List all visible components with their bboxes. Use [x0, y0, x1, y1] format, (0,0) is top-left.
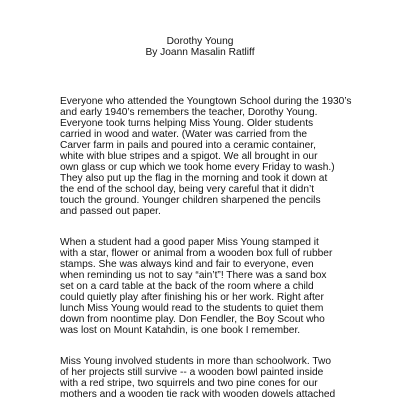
paragraph-line: down from noontime play. Don Fendler, the Boy Scout who [60, 314, 325, 325]
paragraph-line: could quietly play after finishing his or her work. Right after [60, 292, 324, 303]
document-byline: By Joann Masalin Ratliff [145, 47, 255, 58]
paragraph-line: Miss Young involved students in more than schoolwork. Two [60, 356, 332, 367]
paragraph-line: when reminding us not to say “ain’t”! There was a sand box [60, 270, 327, 281]
paragraph-line: When a student had a good paper Miss Young stamped it [60, 237, 319, 248]
paragraph-line: stamps. She was always kind and fair to everyone, even [60, 259, 314, 270]
paragraph-line: touch the ground. Younger children sharpened the pencils [60, 195, 321, 206]
paragraph-line: own glass or cup which we took home every Friday to wash.) [60, 162, 335, 173]
paragraph-line: mothers and a wooden tie rack with wooden dowels attached [60, 389, 336, 400]
paragraph-line: Everyone who attended the Youngtown School during the 1930’s [60, 96, 352, 107]
paragraph-line: with a red stripe, two squirrels and two pine cones for our [60, 378, 318, 389]
paragraph-line: and passed out paper. [60, 206, 161, 217]
paragraph-line: They also put up the flag in the morning and took it down at [60, 173, 328, 184]
paragraph-line: white with blue stripes and a spigot. We all brought in our [60, 151, 318, 162]
paragraph-line: set on a card table at the back of the room where a child [60, 281, 314, 292]
paragraph-line: lunch Miss Young would read to the students to quiet them [60, 303, 324, 314]
paragraph-line: was lost on Mount Katahdin, is one book I remember. [60, 325, 301, 336]
paragraph-line: and early 1940’s remembers the teacher, Dorothy Young. [60, 107, 318, 118]
paragraph-line: Carver farm in pails and poured into a ceramic container, [60, 140, 316, 151]
paragraph-line: Everyone took turns helping Miss Young. Older students [60, 118, 314, 129]
paragraph-line: carried in wood and water. (Water was carried from the [60, 129, 308, 140]
paragraph-line: the end of the school day, being very careful that it didn’t [60, 184, 315, 195]
paragraph-line: with a star, flower or animal from a wooden box full of rubber [60, 248, 333, 259]
paragraph-line: of her projects still survive -- a wooden bowl painted inside [60, 367, 324, 378]
document-title: Dorothy Young [166, 36, 234, 47]
